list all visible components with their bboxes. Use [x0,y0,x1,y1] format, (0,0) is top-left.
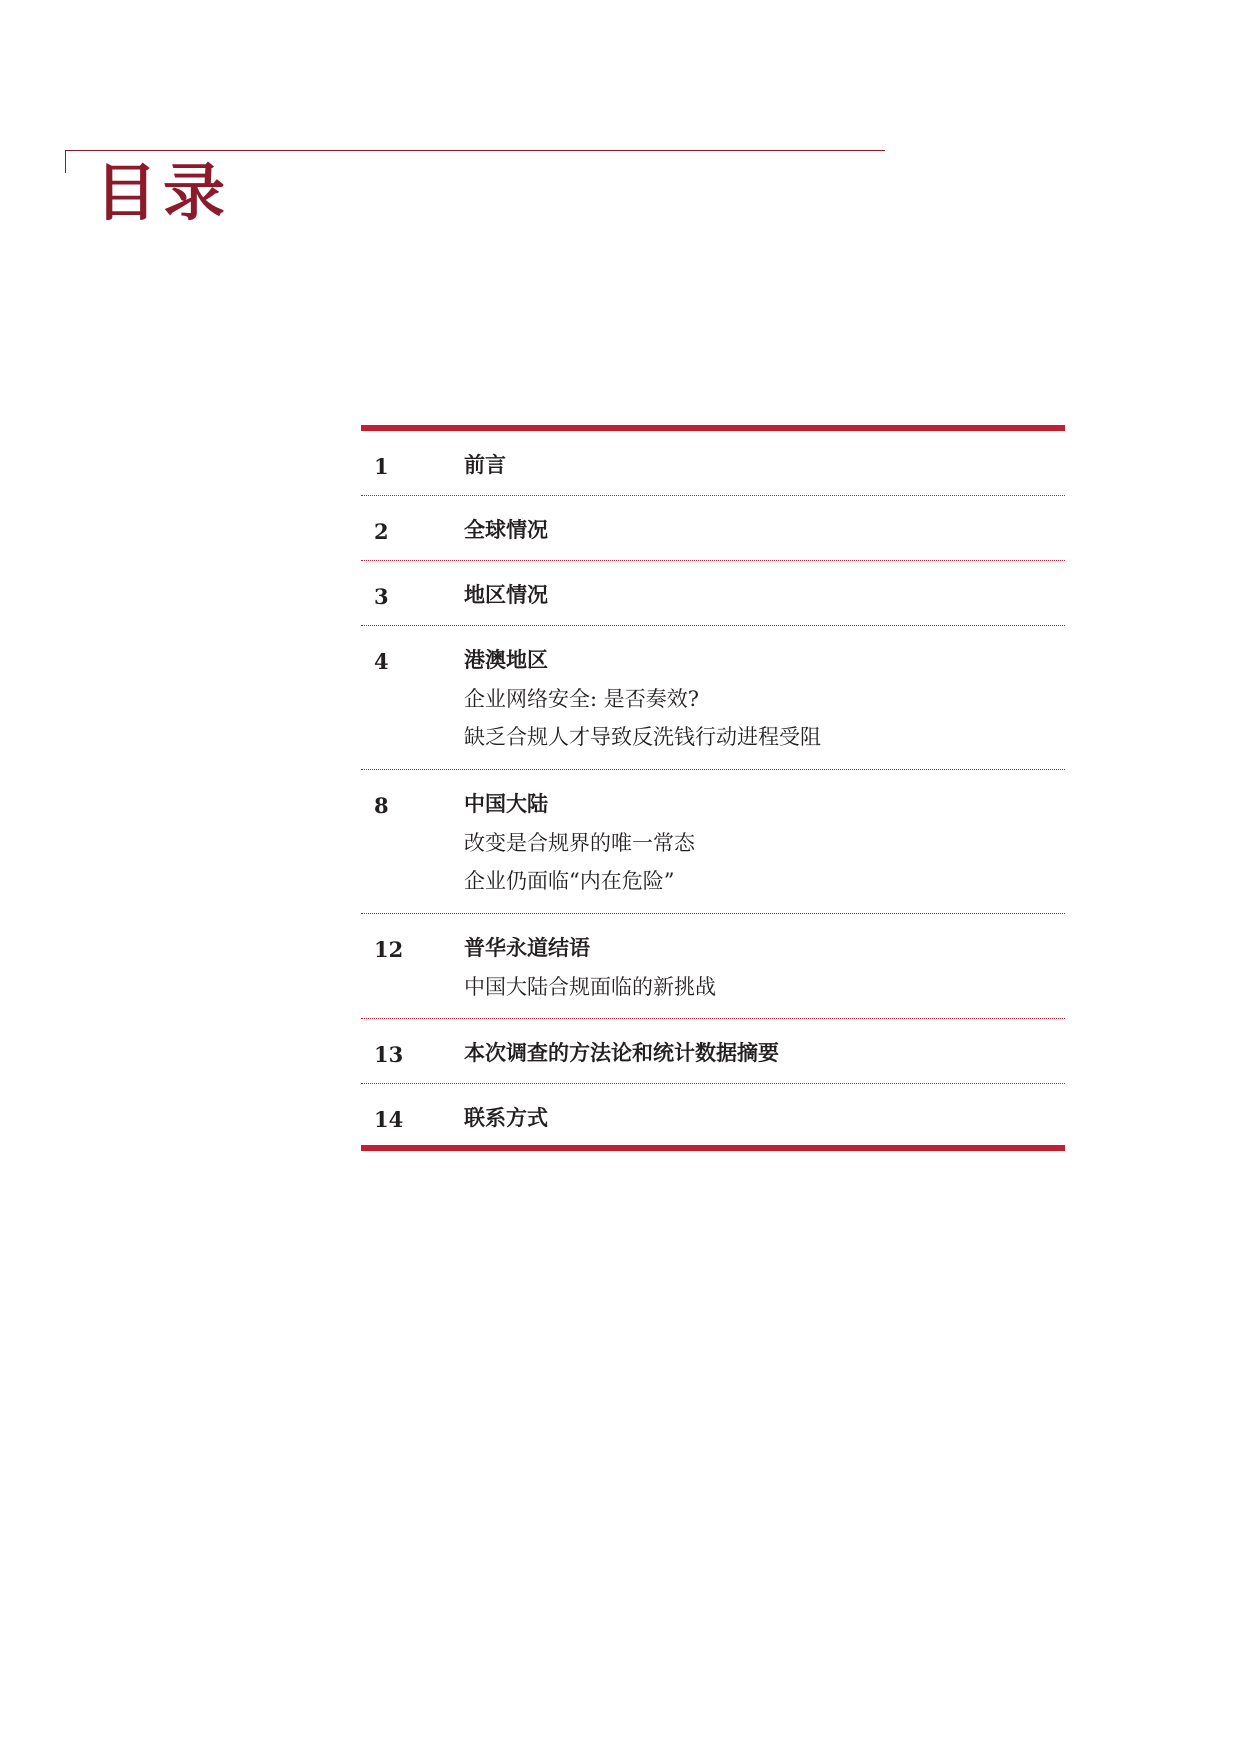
toc-page-number: 1 [374,454,389,479]
toc-entry[interactable] [361,496,1065,560]
toc-subentry[interactable]: 中国大陆合规面临的新挑战 [464,975,716,999]
toc-entry[interactable] [361,1019,1065,1083]
toc-page-number: 4 [374,649,389,674]
toc-page-number: 2 [374,519,389,544]
toc-entry[interactable] [361,1084,1065,1145]
toc-entry[interactable] [361,561,1065,625]
page-title: 目录 [95,156,232,229]
toc-entry-title: 普华永道结语 [464,935,590,960]
toc-page-number: 13 [374,1042,404,1067]
toc-subentry[interactable]: 企业仍面临“内在危险” [464,869,675,893]
toc-entry[interactable] [361,914,1065,1018]
toc-subentry[interactable]: 改变是合规界的唯一常态 [464,831,695,855]
toc-page-number: 14 [374,1107,404,1132]
toc-subentry[interactable]: 缺乏合规人才导致反洗钱行动进程受阻 [464,725,821,749]
toc-entry-title: 全球情况 [464,517,548,542]
table-of-contents [361,425,1065,1151]
toc-entry-title: 联系方式 [464,1105,548,1130]
toc-subentry[interactable]: 企业网络安全: 是否奏效? [464,687,700,711]
header-rule [65,150,885,151]
toc-entry-title: 本次调查的方法论和统计数据摘要 [464,1040,779,1065]
toc-entry-title: 中国大陆 [464,791,548,816]
toc-page-number: 12 [374,937,404,962]
toc-page-number: 3 [374,584,389,609]
toc-bottom-rule [361,1145,1065,1151]
toc-entry-title: 港澳地区 [464,647,548,672]
toc-entry-title: 地区情况 [464,582,548,607]
toc-entry[interactable] [361,431,1065,495]
toc-entry[interactable] [361,770,1065,913]
toc-entry[interactable] [361,626,1065,769]
toc-entry-title: 前言 [464,452,506,477]
toc-page-number: 8 [374,793,389,818]
header-tick [65,150,66,173]
